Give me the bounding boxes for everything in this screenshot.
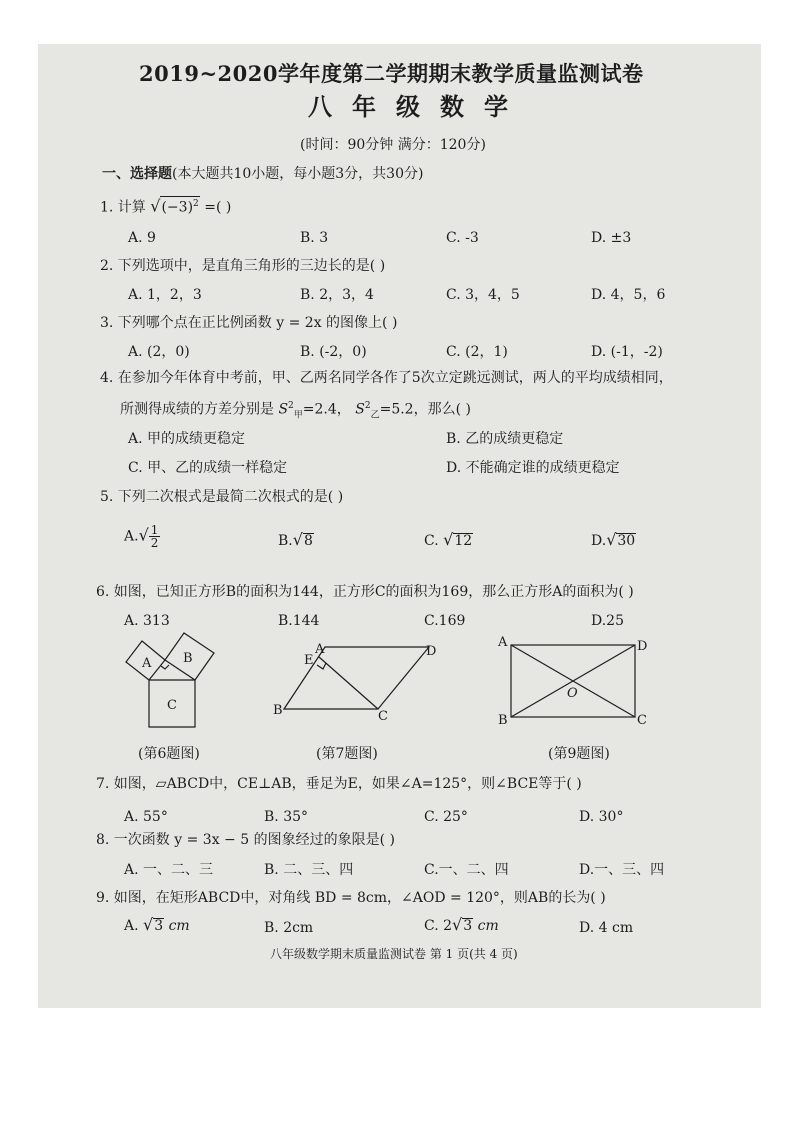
q9-a-radicand: 3 <box>154 918 164 934</box>
q9-c-unit: cm <box>473 918 499 934</box>
exam-meta: (时间：90分钟 满分：120分) <box>300 137 486 153</box>
q6-option-c[interactable]: C.169 <box>424 613 466 629</box>
question-8-stem: 8. 一次函数 y = 3x − 5 的图象经过的象限是( ) <box>96 832 395 848</box>
fig7-label-d: D <box>426 644 437 659</box>
question-9-stem: 9. 如图，在矩形ABCD中，对角线 BD = 8cm，∠AOD = 120°，则AB的长为( ) <box>96 890 606 906</box>
q3-option-b[interactable]: B. (-2，0) <box>300 344 367 360</box>
exam-subject: 八年级数学 <box>308 92 528 121</box>
q1-base: (−3) <box>161 199 194 216</box>
q5-a-numerator: 1 <box>150 523 159 537</box>
figure-7 <box>273 642 436 724</box>
q8-option-d[interactable]: D.一、三、四 <box>579 862 665 878</box>
radical-sign: √ <box>143 915 154 934</box>
q9-option-b[interactable]: B. 2cm <box>264 920 314 936</box>
q1-option-c[interactable]: C. -3 <box>446 230 479 246</box>
q3-option-c[interactable]: C. (2，1) <box>446 344 508 360</box>
q7-option-c[interactable]: C. 25° <box>424 809 468 825</box>
right-angle-mark <box>161 665 169 669</box>
fig7-caption: (第7题图) <box>316 746 378 762</box>
q1-stem-post: =( ) <box>204 199 232 216</box>
fig6-label-b: B <box>183 651 193 666</box>
q2-option-a[interactable]: A. 1，2，3 <box>128 287 202 303</box>
right-angle-mark <box>317 663 326 669</box>
q1-stem-pre: 1. 计算 <box>100 199 146 216</box>
question-6-stem: 6. 如图，已知正方形B的面积为144，正方形C的面积为169，那么正方形A的面积为( ) <box>96 584 634 600</box>
q5-b-label: B. <box>278 533 293 549</box>
figure-6 <box>126 633 214 727</box>
q4-square-2: 2 <box>364 401 371 411</box>
radical-sign: √ <box>150 196 161 216</box>
q6-option-a[interactable]: A. 313 <box>124 613 170 629</box>
q5-c-radicand: 12 <box>454 533 473 549</box>
question-5-stem: 5. 下列二次根式是最简二次根式的是( ) <box>100 489 344 505</box>
q5-b-radicand: 8 <box>303 533 313 549</box>
radical-sign: √ <box>443 530 454 549</box>
q4-option-a[interactable]: A. 甲的成绩更稳定 <box>128 431 246 447</box>
section-note: (本大题共10小题，每小题3分，共30分) <box>172 166 424 182</box>
radical-sign: √ <box>606 530 617 549</box>
q4-square-1: 2 <box>288 401 294 411</box>
q9-a-unit: cm <box>164 918 190 934</box>
q6-option-d[interactable]: D.25 <box>591 613 624 629</box>
q4-option-c[interactable]: C. 甲、乙的成绩一样稳定 <box>128 460 288 476</box>
question-3-stem: 3. 下列哪个点在正比例函数 y = 2x 的图像上( ) <box>100 315 398 331</box>
fig9-label-d: D <box>637 639 648 654</box>
q5-a-label: A. <box>124 528 139 545</box>
q5-c-label: C. <box>424 533 439 549</box>
q1-option-d[interactable]: D. ±3 <box>591 230 632 246</box>
radical-sign: √ <box>292 530 303 549</box>
q7-option-b[interactable]: B. 35° <box>264 809 309 825</box>
q9-option-d[interactable]: D. 4 cm <box>579 920 634 936</box>
radical-sign: √ <box>452 915 463 934</box>
q9-option-a[interactable] <box>124 916 190 935</box>
fig9-label-a: A <box>498 635 508 650</box>
q4-option-b[interactable]: B. 乙的成绩更稳定 <box>446 431 564 447</box>
fig9-label-o: O <box>567 686 578 701</box>
fig6-label-a: A <box>142 656 152 671</box>
q5-d-radicand: 30 <box>617 533 636 549</box>
q4-subscript-2: 乙 <box>370 410 380 421</box>
q9-a-label: A. <box>124 918 139 934</box>
q1-option-b[interactable]: B. 3 <box>300 230 329 246</box>
q4-subscript-1: 甲 <box>293 410 303 421</box>
q7-option-a[interactable]: A. 55° <box>124 809 168 825</box>
q2-option-b[interactable]: B. 2，3，4 <box>300 287 374 303</box>
fig9-label-b: B <box>498 713 508 728</box>
q3-option-a[interactable]: A. (2，0) <box>128 344 190 360</box>
q3-option-d[interactable]: D. (-1，-2) <box>591 344 663 360</box>
radical-sign: √ <box>138 525 149 545</box>
q2-option-d[interactable]: D. 4，5，6 <box>591 287 666 303</box>
q2-option-c[interactable]: C. 3，4，5 <box>446 287 520 303</box>
q4-variance-value-2: =5.2，那么( ) <box>379 401 471 418</box>
q5-a-denominator: 2 <box>150 536 159 550</box>
fig7-label-c: C <box>378 709 388 724</box>
q1-option-a[interactable]: A. 9 <box>128 230 156 246</box>
figure-9 <box>497 635 647 728</box>
q1-exponent: 2 <box>193 199 199 209</box>
page-footer: 八年级数学期末质量监测试卷 第 1 页(共 4 页) <box>270 947 518 961</box>
fig9-label-c: C <box>637 713 647 728</box>
q4-variance-symbol-1: S <box>278 401 289 418</box>
q7-option-d[interactable]: D. 30° <box>579 809 624 825</box>
fig7-label-b: B <box>273 703 283 718</box>
q4-option-d[interactable]: D. 不能确定谁的成绩更稳定 <box>446 460 620 476</box>
question-2-stem: 2. 下列选项中，是直角三角形的三边长的是( ) <box>100 258 386 274</box>
fig6-label-c: C <box>167 698 177 713</box>
question-4-stem-line1: 4. 在参加今年体育中考前，甲、乙两名同学各作了5次立定跳远测试，两人的平均成绩相同， <box>100 370 673 386</box>
q8-option-b[interactable]: B. 二、三、四 <box>264 862 354 878</box>
section-title: 一、选择题 <box>102 166 172 182</box>
q9-c-label: C. 2 <box>424 918 453 934</box>
q4-variance-symbol-2: S <box>355 401 365 418</box>
fig9-caption: (第9题图) <box>548 746 610 762</box>
figures-layer <box>38 44 761 764</box>
segment-ce <box>319 657 378 709</box>
exam-title: 2019~2020学年度第二学期期末教学质量监测试卷 <box>139 61 644 86</box>
q9-option-c[interactable] <box>424 916 499 935</box>
q9-c-radicand: 3 <box>463 918 473 934</box>
q6-option-b[interactable]: B.144 <box>278 613 320 629</box>
exam-sheet <box>38 44 761 1008</box>
q5-d-label: D. <box>591 533 607 549</box>
question-7-stem: 7. 如图，▱ABCD中，CE⊥AB，垂足为E，如果∠A=125°，则∠BCE等于( ) <box>96 776 582 792</box>
q4-variance-value-1: =2.4， <box>302 401 351 418</box>
q8-option-c[interactable]: C.一、二、四 <box>424 862 509 878</box>
q8-option-a[interactable]: A. 一、二、三 <box>124 862 214 878</box>
fig6-caption: (第6题图) <box>138 746 200 762</box>
fig7-label-a: A <box>315 642 325 657</box>
fig7-label-e: E <box>304 653 314 668</box>
q4-stem2-pre: 所测得成绩的方差分别是 <box>120 401 274 418</box>
